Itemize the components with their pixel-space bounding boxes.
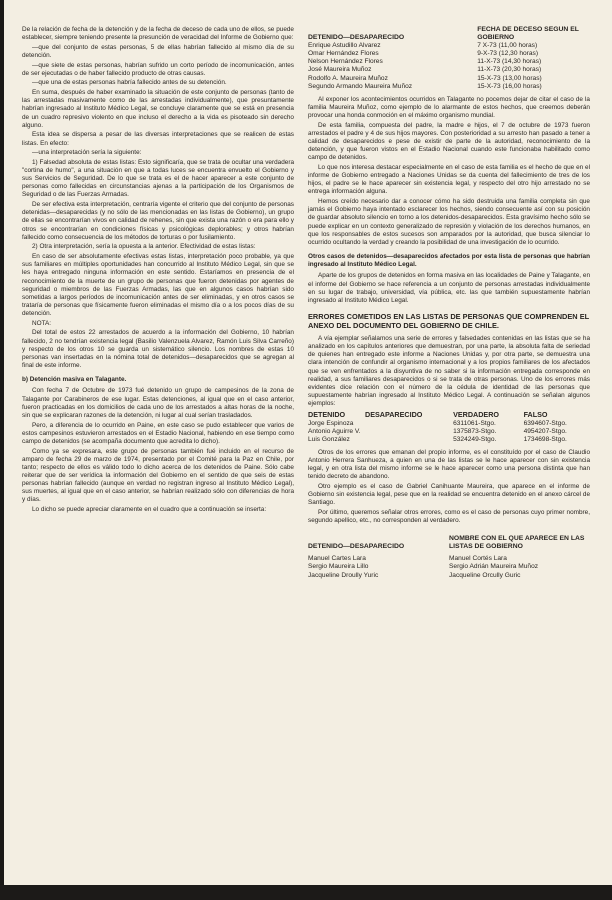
table-cell: 11-X-73 (14,30 horas)	[477, 58, 542, 66]
paragraph: En caso de ser absolutamente efectivas estas listas, interpretación poco probable, ya que sus familiares en múltiples oportunidades han concurrido al Instituto Médico Legal, sin que se les haya entregado ninguna información en este sentido. Estaríamos en presencia de el reconocimiento de la muerte de un grupo de personas que fueron detenidas por agentes de seguridad o miembros de las Fuerzas Armadas, las que en algunos casos habrían sido sometidas a largos períodos de incomunicación antes de ser eliminadas, y en otros casos se trataría de personas que físicamente fueron eliminadas el mismo día o a los pocos días de su detención.	[22, 253, 294, 318]
paragraph: 2) Otra interpretación, sería la opuesta a la anterior. Efectividad de estas listas:	[32, 243, 256, 251]
paragraph: Otros de los errores que emanan del propio informe, es el constituído por el caso de Claudio Antonio Herrera Sanhueza, a quien en una de las listas se le hace aparecer con sin existencia legal, y en otra lista del mismo informe se le hace aparecer como una persona distinta que han tenido decreto de abandono.	[308, 448, 590, 481]
paragraph: Pero, a diferencia de lo ocurrido en Paine, en este caso se pudo establecer que varios de estos campesinos estuvieron arrestados en el Estadio Nacional, habiendo en ese tiempo como campo de detenidos (se acompaña documento que acredita lo dicho).	[22, 421, 294, 445]
table-cell: Antonio Aguirre V.	[308, 427, 361, 435]
table-cell: 7 X-73 (11,00 horas)	[477, 42, 538, 50]
table-header: DETENIDO—DESAPARECIDO	[308, 34, 405, 42]
table-cell: Jorge Espinoza	[308, 419, 354, 427]
paragraph: Aparte de los grupos de detenidos en forma masiva en las localidades de Paine y Talagante, en el informe del Gobierno se hace referencia a un conjunto de personas arrestadas individualmente en su lugar de trabajo, universidad, vía pública, etc. las que también supuestamente habrían ingresado al Instituto Médico Legal.	[308, 272, 590, 304]
paragraph: —una interpretación sería la siguiente:	[32, 149, 142, 157]
paragraph: Con fecha 7 de Octubre de 1973 fué detenido un grupo de campesinos de la zona de Talagante por Carabineros de ese lugar. Estas detenciones, al igual que en el caso anterior, fueron practicadas en los domicilios de cada uno de los arrestados a altas horas de la noche, sin que se explicaran razones de la detención, ni lugar al cual serían trasladados.	[22, 387, 294, 419]
paragraph: Lo dicho se puede apreciar claramente en el cuadro que a continuación se inserta:	[32, 506, 267, 514]
table-row	[308, 42, 590, 50]
paragraph: Otro ejemplo es el caso de Gabriel Canihuante Maureira, que aparece en el informe de Gobierno sin existencia legal, pese que en la realidad se encuentra detenido en el anexo cárcel de Santiago.	[308, 482, 590, 507]
table-cell: 6311061-Stgo.	[453, 419, 496, 427]
paragraph: De ser efectiva esta interpretación, centraría vigente el criterio que del conjunto de personas detenidas—desaparecidas (y no sólo de las mencionadas en las listas de Gobierno), un grupo de ellas se encontrarían vivos en calidad de rehenes, sin que exista una razón o era para ello y otros se encontrarían en condiciones físicas y psicológicas deplorables; y otros habrían fallecido como consecuencia de los métodos de torturas o por fusilamiento.	[22, 201, 294, 241]
table-cell: Omar Hernández Flores	[308, 50, 379, 58]
table-row	[308, 436, 590, 444]
table-header: DETENIDO	[308, 410, 346, 420]
table-cell: Manuel Cortés Lara	[449, 555, 507, 563]
table-row	[308, 572, 590, 580]
table-cell: Segundo Armando Maureira Muñoz	[308, 82, 413, 90]
paragraph: En suma, después de haber examinado la situación de este conjunto de personas (tanto de las arrestadas masivamente como de las arrestadas individualmente), que presuntamente habrían ingresado al Instituto Médico Legal, se concluye claramente que se está en presencia de un cuadro represivo violento en que incluso el derecho a la vida es pisoteado sin derecho alguno.	[22, 89, 294, 129]
table-header: DESAPARECIDO	[365, 410, 423, 420]
table-row	[308, 563, 590, 571]
table-header: NOMBRE CON EL QUE APARECE EN LAS LISTAS DE GOBIERNO	[449, 535, 585, 551]
table-row	[308, 555, 590, 563]
paragraph: Esta idea se dispersa a pesar de las diversas interpretaciones que se realicen de estas listas. En efecto:	[22, 131, 294, 147]
paragraph: A vía ejemplar señalamos una serie de errores y falsedades contenidas en las listas que se ha analizado en los capítulos anteriores que demuestran, por una parte, la absoluta falta de seriedad de quienes han entregado este informe a Naciones Unidas y, por otra parte, se demuestra una clara intención de confundir al organismo internacional y a los propios familiares de los afectados que se ven enfrentados a la disyuntiva de no saber si la información entregada corresponde en realidad, a sus familiares desaparecidos o si se trata de otras personas. Uno de los errores más evidentes dice relación con el número de la cédula de identidad de las personas que supuestamente habrían ingresado al Instituto Médico Legal. A continuación se señalan algunos ejemplos:	[308, 335, 590, 408]
table-cell: Rodolfo A. Maureira Muñoz	[308, 74, 388, 82]
table-cell: 15-X-73 (16,00 horas)	[477, 82, 542, 90]
table-header: DETENIDO—DESAPARECIDO	[308, 543, 405, 551]
paragraph: De la relación de fecha de la detención y de la fecha de deceso de cada uno de ellos, se puede establecer, siempre teniendo presente la presunción de veracidad del Informe de Gobierno que:	[22, 26, 294, 42]
table-cell: 11-X-73 (20,30 horas)	[477, 66, 542, 74]
left-column	[22, 26, 294, 516]
table-cell: Sergio Maureira Lillo	[308, 563, 369, 571]
table-cell: 1734698-Stgo.	[523, 435, 567, 443]
table-row	[308, 83, 590, 91]
table-row	[308, 58, 590, 66]
table-row	[308, 66, 590, 74]
table-cell: Luis González	[308, 435, 350, 443]
paragraph: —que una de estas personas habría fallecido antes de su detención.	[32, 79, 227, 87]
nota-label: NOTA:	[32, 319, 52, 327]
table-header: FECHA DE DECESO SEGUN EL GOBIERNO	[477, 26, 579, 42]
table-cell: 9-X-73 (12,30 horas)	[477, 50, 539, 58]
paragraph: —que siete de estas personas, habrían sufrido un corto período de incomunicación, antes de ser ejecutadas o de haber fallecido producto de otras causas.	[22, 61, 294, 77]
cedula-table	[308, 411, 590, 443]
deceso-table	[308, 26, 590, 91]
table-cell: 6394607-Stgo.	[523, 419, 567, 427]
table-cell: 4954207-Stgo.	[523, 427, 567, 435]
table-cell: Jacqueline Orcully Guric	[449, 571, 521, 579]
right-column	[308, 26, 590, 580]
paragraph: Hemos creído necesario dar a conocer cómo ha sido destruida una familia completa sin que jamás el Gobierno haya intentado esclarecer los hechos, siendo consecuente así con su posición de guardar absoluto silencio en torno a los detenidos-desaparecidos. Esta gravísimo hecho sólo se puede explicar en un contexto generalizado de represión y violación de los derechos humanos, en que los responsables de estos sucesos son amparados por la autoridad, que busca silenciar lo ocurrido ocultando la verdad y creando la posibilidad de una investigación de lo ocurrido.	[308, 198, 590, 246]
table-cell: Nelson Hernández Flores	[308, 58, 383, 66]
table-cell: Jacqueline Droully Yuric	[308, 571, 379, 579]
paragraph: Por último, queremos señalar otros errores, como es el caso de personas cuyo primer nombre, segundo apellico, etc., no corresponden al verdadero.	[308, 508, 590, 525]
table-header: FALSO	[523, 410, 548, 420]
table-row	[308, 428, 590, 436]
bottom-bar	[0, 885, 612, 900]
table-header: VERDADERO	[453, 410, 499, 420]
table-cell: Sergio Adrián Maureira Muñoz	[449, 563, 539, 571]
table-row	[308, 75, 590, 83]
paragraph: Lo que nos interesa destacar especialmente en el caso de esta familia es el hecho de que en el informe de Gobierno entregado a Naciones Unidas se da cuenta del fallecimiento de tres de los hijos, el padre se le hace aparecer sin existencia legal, y respecto del otro hijo arrestado no se entrega información alguna.	[308, 164, 590, 196]
section-heading-otros: Otros casos de detenidos—desaparecidos afectados por esta lista de personas que habrían ingresado al Instituto Médico Legal.	[308, 253, 590, 269]
table-cell: José Maureira Muñoz	[308, 66, 372, 74]
table-row	[308, 420, 590, 428]
paragraph: Como ya se expresara, este grupo de personas también fué incluido en el recurso de amparo de fecha 29 de marzo de 1974, presentado por el Comité para la Paz en Chile, por tanto; respecto de ellos es válido todo lo dicho acerca de los detenidos de Paine. Sólo cabe reiterar que de ser verídica la información del Gobierno en el sentido de que seis de estas personas habrían fallecido (aunque en verdad no registran ingreso al Instituto Médico Legal), sus muertes, al igual que en el caso anterior, se habrían realizado sólo con diferencias de hora y días.	[22, 447, 294, 504]
paragraph: 1) Falsedad absoluta de estas listas: Esto significaría, que se trata de ocultar una verdadera "cortina de humo", a una situación en que a todas luces se encuentra envuelto el Gobierno y sus Servicios de Seguridad. De lo que se trata es el de hacer aparecer a este conjunto de personas como fallecidas en circunstancias ajenas a la participación de los Organismos de Seguridad o de las Fuerzas Armadas.	[22, 158, 294, 199]
table-cell: 5324249-Stgo.	[453, 435, 497, 443]
paragraph: De esta familia, compuesta del padre, la madre e hijos, el 7 de octubre de 1973 fueron arrestados el padre y 4 de sus hijos mayores. Con posterioridad a su arresto han pasado a tener a calidad de desaparecidos e pese de existir de parte de la autoridad, reconocimiento de la detención, y que fueron vistos en el Estadio Nacional cuando este funcionaba habilitado como campo de detenidos.	[308, 121, 590, 162]
paragraph: —que del conjunto de estas personas, 5 de ellas habrían fallecido al mismo día de su detención.	[22, 43, 294, 59]
table-cell: Enrique Astudillo Alvarez	[308, 42, 381, 50]
section-heading-errores: ERRORES COMETIDOS EN LAS LISTAS DE PERSONAS QUE COMPRENDEN EL ANEXO DEL DOCUMENTO DEL GOBIERNO DE CHILE.	[308, 312, 590, 330]
table-cell: 1375873-Stgo.	[453, 427, 497, 435]
section-heading-b: b) Detención masiva en Talagante.	[22, 376, 127, 384]
table-cell: 15-X-73 (13,00 horas)	[477, 74, 542, 82]
names-table	[308, 535, 590, 579]
table-cell: Manuel Cartes Lara	[308, 555, 366, 563]
nota-text: Del total de estos 22 arrestados de acuerdo a la información del Gobierno, 10 habrían fallecido, 2 no tendrían existencia legal (Basilio Valenzuela Alvarez, Ramón Luis Silva Carreño) y respecto de los otros 10 se guarda un sistemático silencio. Los nombres de estas 10 personas van insertadas en la nómina total de detenidos—desaparecidos que se agregan al final de este informe.	[22, 329, 294, 370]
table-row	[308, 50, 590, 58]
paragraph: Al exponer los acontecimientos ocurridos en Talagante no pocemos dejar de citar el caso de la familia Maureira Muñoz, como ejemplo de lo alarmante de estos hechos, que creemos deberán provocar una honda conmoción en el máximo organismo mundial.	[308, 95, 590, 120]
